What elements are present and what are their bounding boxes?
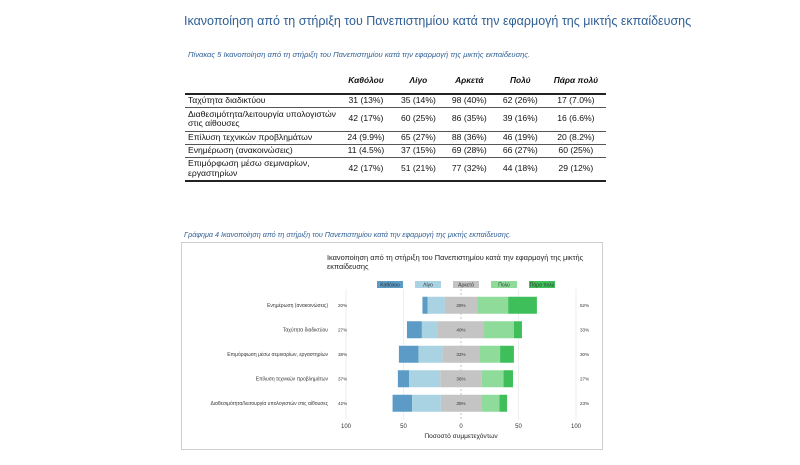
category-label: Διαθεσιμότητα/λειτουργία υπολογιστών στις αίθουσες: [210, 401, 328, 408]
table-cell: 20 (8.2%): [557, 131, 595, 142]
bar-segment: [407, 321, 422, 338]
bar-segment: [504, 370, 513, 387]
row-label: Επιμόρφωση μέσω σεμιναρίων, εργαστηρίων: [188, 158, 310, 178]
table-cell: 98 (40%): [451, 95, 487, 105]
row-label: Επίλυση τεχνικών προβλημάτων: [188, 131, 313, 142]
bar-segment: [422, 321, 438, 338]
center-percent-label: 40%: [456, 327, 466, 333]
category-label: Ενημέρωση (ανακοινώσεις): [267, 303, 328, 310]
bar-segment: [428, 297, 445, 314]
bar-segment: [477, 297, 508, 314]
center-percent-label: 35%: [456, 400, 466, 406]
bar-segment: [412, 395, 441, 412]
table-cell: 51 (21%): [400, 163, 436, 173]
bar-segment: [399, 346, 419, 363]
table-cell: 65 (27%): [400, 131, 436, 142]
right-percent-label: 23%: [580, 400, 590, 406]
category-label: Επιμόρφωση μέσω σεμιναρίων, εργαστηρίων: [227, 352, 328, 359]
table-cell: 60 (25%): [558, 144, 594, 155]
right-percent-label: 33%: [580, 327, 590, 333]
table-cell: 37 (15%): [400, 144, 436, 155]
satisfaction-table: [185, 66, 606, 182]
x-tick-label: 50: [400, 424, 407, 430]
left-percent-label: 38%: [338, 351, 348, 357]
header-cell: Πολύ: [509, 74, 531, 85]
bar-segment: [409, 370, 440, 387]
likert-chart: [181, 242, 603, 450]
legend-label: Πάρα πολύ: [529, 282, 555, 289]
x-tick-label: 100: [340, 424, 352, 430]
center-percent-label: 28%: [456, 302, 466, 308]
table-caption: Πίνακας 5 Ικανοποίηση από τη στήριξη του Πανεπιστημίου κατά την εφαρμογή της μικτής εκπαίδευσης.: [188, 50, 531, 59]
table-header-row: [185, 66, 606, 94]
table-cell: 66 (27%): [502, 144, 538, 155]
table-cell: 35 (14%): [400, 95, 436, 105]
bar-segment: [393, 395, 413, 412]
table-cell: 29 (12%): [558, 163, 594, 173]
table-cell: 44 (18%): [502, 163, 538, 173]
table-cell: 62 (26%): [502, 95, 538, 105]
table-cell: 69 (28%): [451, 144, 487, 155]
left-percent-label: 20%: [338, 302, 348, 308]
table-cell: 11 (4.5%): [347, 144, 385, 155]
row-label: Ενημέρωση (ανακοινώσεις): [188, 144, 293, 155]
chart-plot: [182, 243, 602, 449]
bar-segment: [422, 297, 427, 314]
header-cell: [185, 66, 339, 94]
table-cell: 46 (19%): [502, 131, 538, 142]
x-axis-label: Ποσοστό συμμετεχόντων: [424, 433, 498, 440]
legend-label: Πολύ: [498, 282, 510, 289]
bar-segment: [514, 321, 522, 338]
legend-label: Καθόλου: [380, 282, 400, 289]
right-percent-label: 27%: [580, 376, 590, 382]
category-label: Επίλυση τεχνικών προβλημάτων: [255, 376, 328, 383]
table-cell: 42 (17%): [348, 113, 384, 124]
row-label: Ταχύτητα διαδικτύου: [188, 95, 266, 105]
x-tick-label: 50: [515, 424, 522, 430]
category-label: Ταχύτητα διαδικτύου: [282, 327, 328, 334]
bar-segment: [508, 297, 537, 314]
table-cell: 17 (7.0%): [557, 95, 595, 105]
table-row: [185, 157, 606, 181]
center-percent-label: 36%: [456, 376, 466, 382]
header-cell: Καθόλου: [348, 74, 384, 85]
x-tick-label: 100: [570, 424, 582, 430]
table-cell: 24 (9.9%): [347, 131, 385, 142]
center-percent-label: 32%: [456, 351, 466, 357]
table-cell: 88 (36%): [451, 131, 487, 142]
bar-segment: [418, 346, 442, 363]
row-label: Διαθεσιμότητα/λειτουργία υπολογιστών στις αίθουσες: [188, 108, 336, 128]
left-percent-label: 42%: [338, 400, 348, 406]
table-cell: 77 (32%): [451, 163, 487, 173]
table-cell: 31 (13%): [348, 95, 384, 105]
table-row: [185, 94, 606, 107]
table-cell: 42 (17%): [348, 163, 384, 173]
table-row: [185, 131, 606, 144]
right-percent-label: 52%: [580, 302, 590, 308]
left-percent-label: 37%: [338, 376, 348, 382]
table-cell: 86 (35%): [451, 113, 487, 124]
right-percent-label: 30%: [580, 351, 590, 357]
bar-segment: [398, 370, 409, 387]
chart-title: Ικανοποίηση από τη στήριξη του Πανεπιστημίου κατά την εφαρμογή της μικτής εκπαίδευσης: [327, 253, 584, 271]
legend-label: Λίγο: [423, 282, 433, 289]
page-title: Ικανοποίηση από τη στήριξη του Πανεπιστημίου κατά την εφαρμογή της μικτής εκπαίδευσης: [184, 14, 692, 28]
x-tick-label: 0: [459, 424, 463, 430]
table-cell: 39 (16%): [502, 113, 538, 124]
bar-segment: [500, 346, 514, 363]
legend-label: Αρκετά: [458, 282, 474, 289]
bar-segment: [481, 395, 499, 412]
table-row: [185, 107, 606, 131]
bar-segment: [482, 370, 504, 387]
header-cell: Αρκετά: [455, 74, 484, 85]
bar-segment: [484, 321, 514, 338]
left-percent-label: 27%: [338, 327, 348, 333]
table-row: [185, 144, 606, 157]
table-cell: 60 (25%): [400, 113, 436, 124]
bar-segment: [479, 346, 500, 363]
table-cell: 16 (6.6%): [557, 113, 595, 124]
graph-caption: Γράφημα 4 Ικανοποίηση από τη στήριξη του Πανεπιστημίου κατά την εφαρμογή της μικτής εκπαίδευσης.: [184, 230, 512, 239]
header-cell: Πάρα πολύ: [553, 74, 599, 85]
bar-segment: [500, 395, 508, 412]
header-cell: Λίγο: [409, 74, 428, 85]
